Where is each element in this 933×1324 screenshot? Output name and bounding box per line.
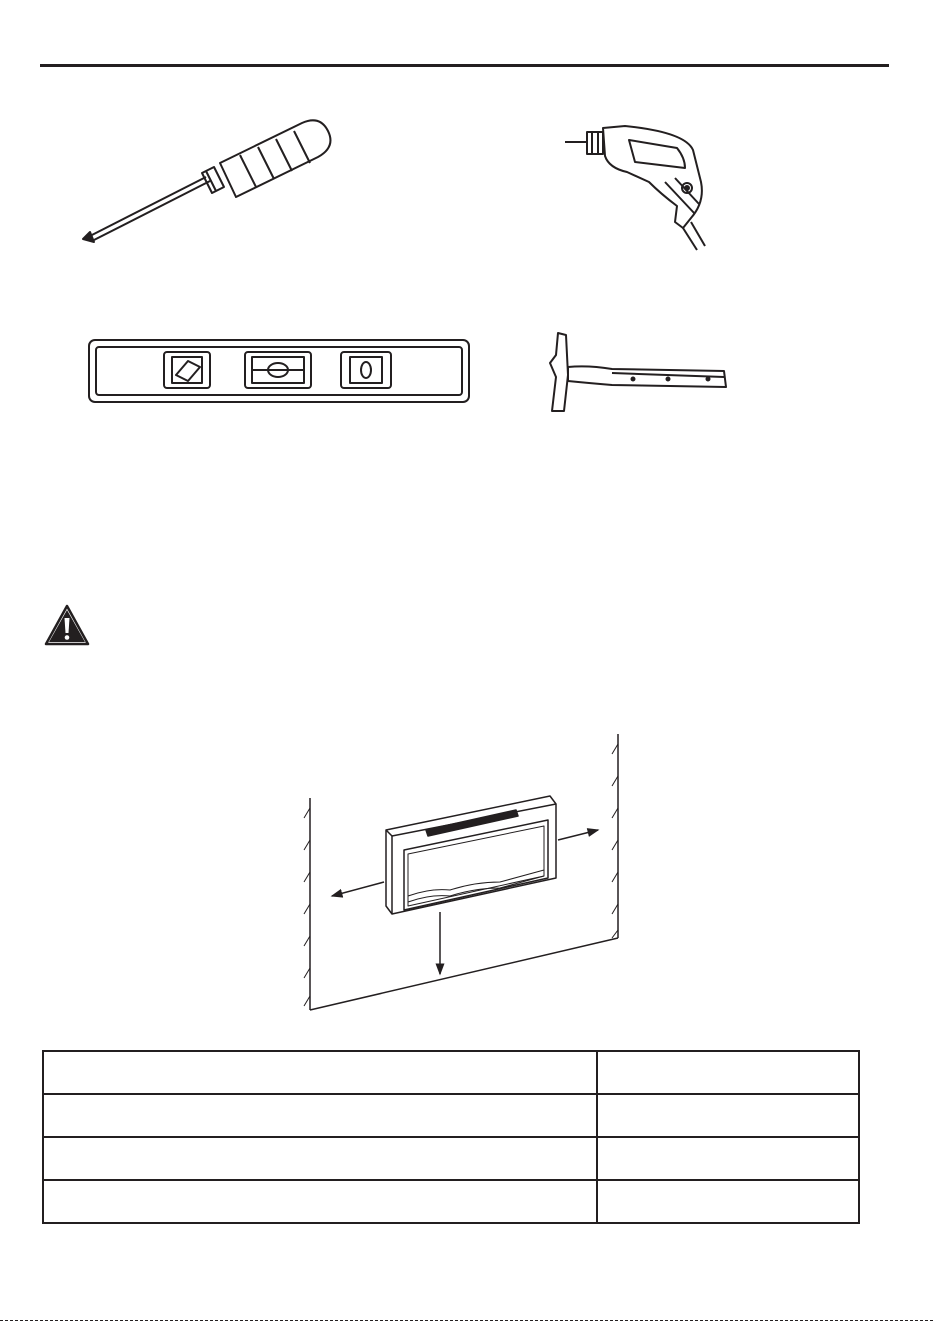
table-cell-label [43, 1137, 597, 1180]
header-rule [40, 64, 889, 67]
table-cell-value [597, 1137, 859, 1180]
table-cell-label [43, 1180, 597, 1223]
table-row [43, 1180, 859, 1223]
wall-mounted-fireplace-clearance-diagram [300, 730, 630, 1015]
spirit-level-icon [88, 339, 470, 403]
table-cell-value [597, 1094, 859, 1137]
table-row [43, 1137, 859, 1180]
table-cell-label [43, 1094, 597, 1137]
table-row [43, 1051, 859, 1094]
page-bottom-edge [0, 1320, 933, 1321]
phillips-screwdriver-icon [80, 115, 340, 245]
claw-hammer-icon [548, 333, 730, 413]
electric-drill-icon [565, 122, 715, 250]
table-cell-value [597, 1180, 859, 1223]
table-row [43, 1094, 859, 1137]
warning-triangle-icon [44, 604, 90, 646]
table-cell-value [597, 1051, 859, 1094]
table-cell-label [43, 1051, 597, 1094]
specification-table [42, 1050, 860, 1224]
